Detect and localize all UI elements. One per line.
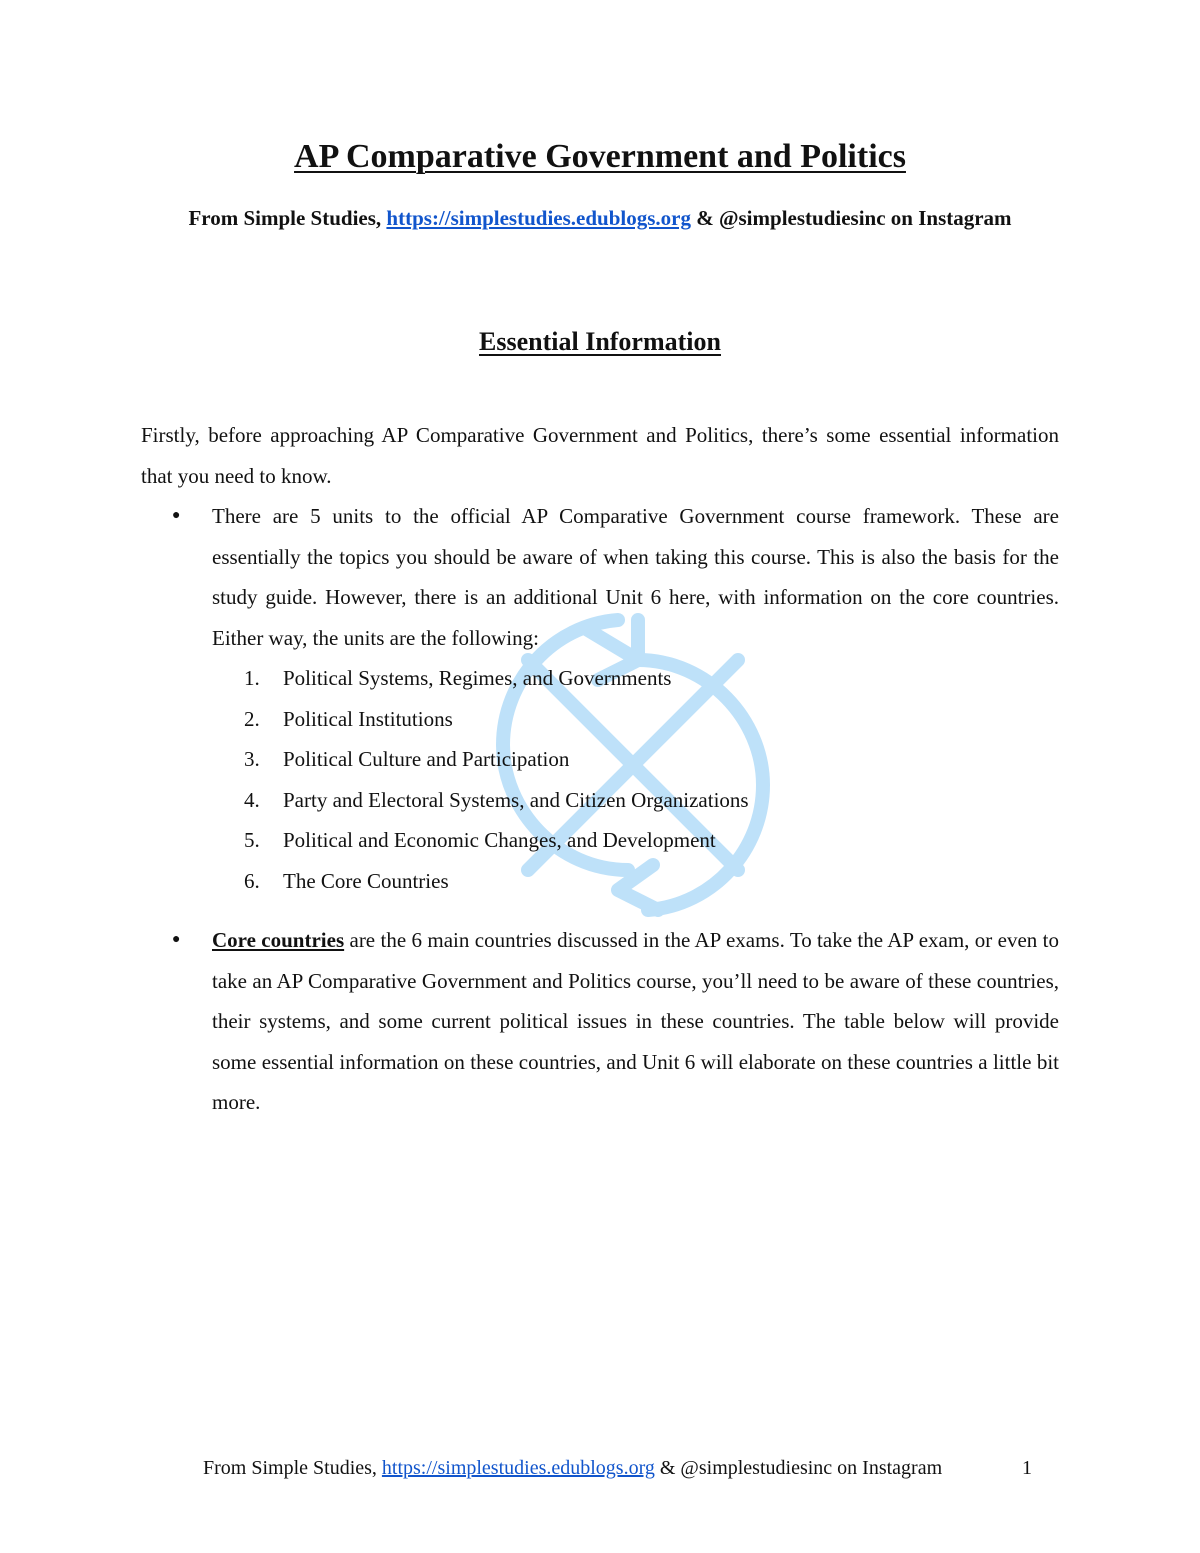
page-title: AP Comparative Government and Politics [294,138,906,175]
subtitle-prefix: From Simple Studies, [188,206,387,230]
bullet-icon: ● [172,508,181,523]
list-item-number: 1. [244,666,260,690]
footer-suffix: & @simplestudiesinc on Instagram [654,1457,943,1479]
list-item [244,861,749,902]
intro-paragraph: Firstly, before approaching AP Comparative Government and Politics, there’s some essential information that you need to know. [141,423,1059,488]
bullet-icon: ● [172,932,181,947]
list-item-number: 2. [244,706,260,731]
list-item-number: 5. [244,828,260,852]
section-heading: Essential Information [479,327,721,356]
page-subtitle [140,198,1060,238]
list-item [244,699,749,740]
bullet-item-units [172,496,1059,658]
list-item-label: Political Systems, Regimes, and Governments [283,666,672,690]
list-item [244,780,749,821]
subtitle-site-link[interactable]: https://simplestudies.edublogs.org [386,206,691,230]
core-countries-term: Core countries [212,928,345,952]
bullet-item-core-countries [172,920,1060,1123]
list-item-label: Political Institutions [283,706,453,731]
subtitle-suffix: & @simplestudiesinc on Instagram [690,206,1012,230]
list-item-label: The Core Countries [283,868,449,893]
list-item-number: 6. [244,868,260,893]
list-item [244,820,749,861]
page-footer [203,1456,942,1480]
list-item [244,658,749,699]
list-item-label: Party and Electoral Systems, and Citizen Organizations [283,787,749,812]
list-item-number: 4. [244,787,260,812]
footer-prefix: From Simple Studies, [203,1457,382,1479]
units-list [244,658,749,901]
footer-site-link[interactable]: https://simplestudies.edublogs.org [381,1457,655,1479]
core-countries-text: are the 6 main countries discussed in the AP exams. To take the AP exam, or even to take an AP Comparative Government and Politics course, you’ll need to be aware of these countries, their systems, and some current political issues in these countries. The table below will provide some essential information on these countries, and Unit 6 will elaborate on these countries a little bit more. [212,928,1060,1114]
list-item-number: 3. [244,747,260,771]
bullet-units-text: There are 5 units to the official AP Comparative Government course framework. These are essentially the topics you should be aware of when taking this course. This is also the basis for the study guide. However, there is an additional Unit 6 here, with information on the core countries. Either way, the units are the following: [212,504,1059,650]
list-item-label: Political Culture and Participation [283,747,570,771]
page-number: 1 [1022,1457,1032,1479]
list-item [244,739,749,780]
list-item-label: Political and Economic Changes, and Development [283,828,716,852]
